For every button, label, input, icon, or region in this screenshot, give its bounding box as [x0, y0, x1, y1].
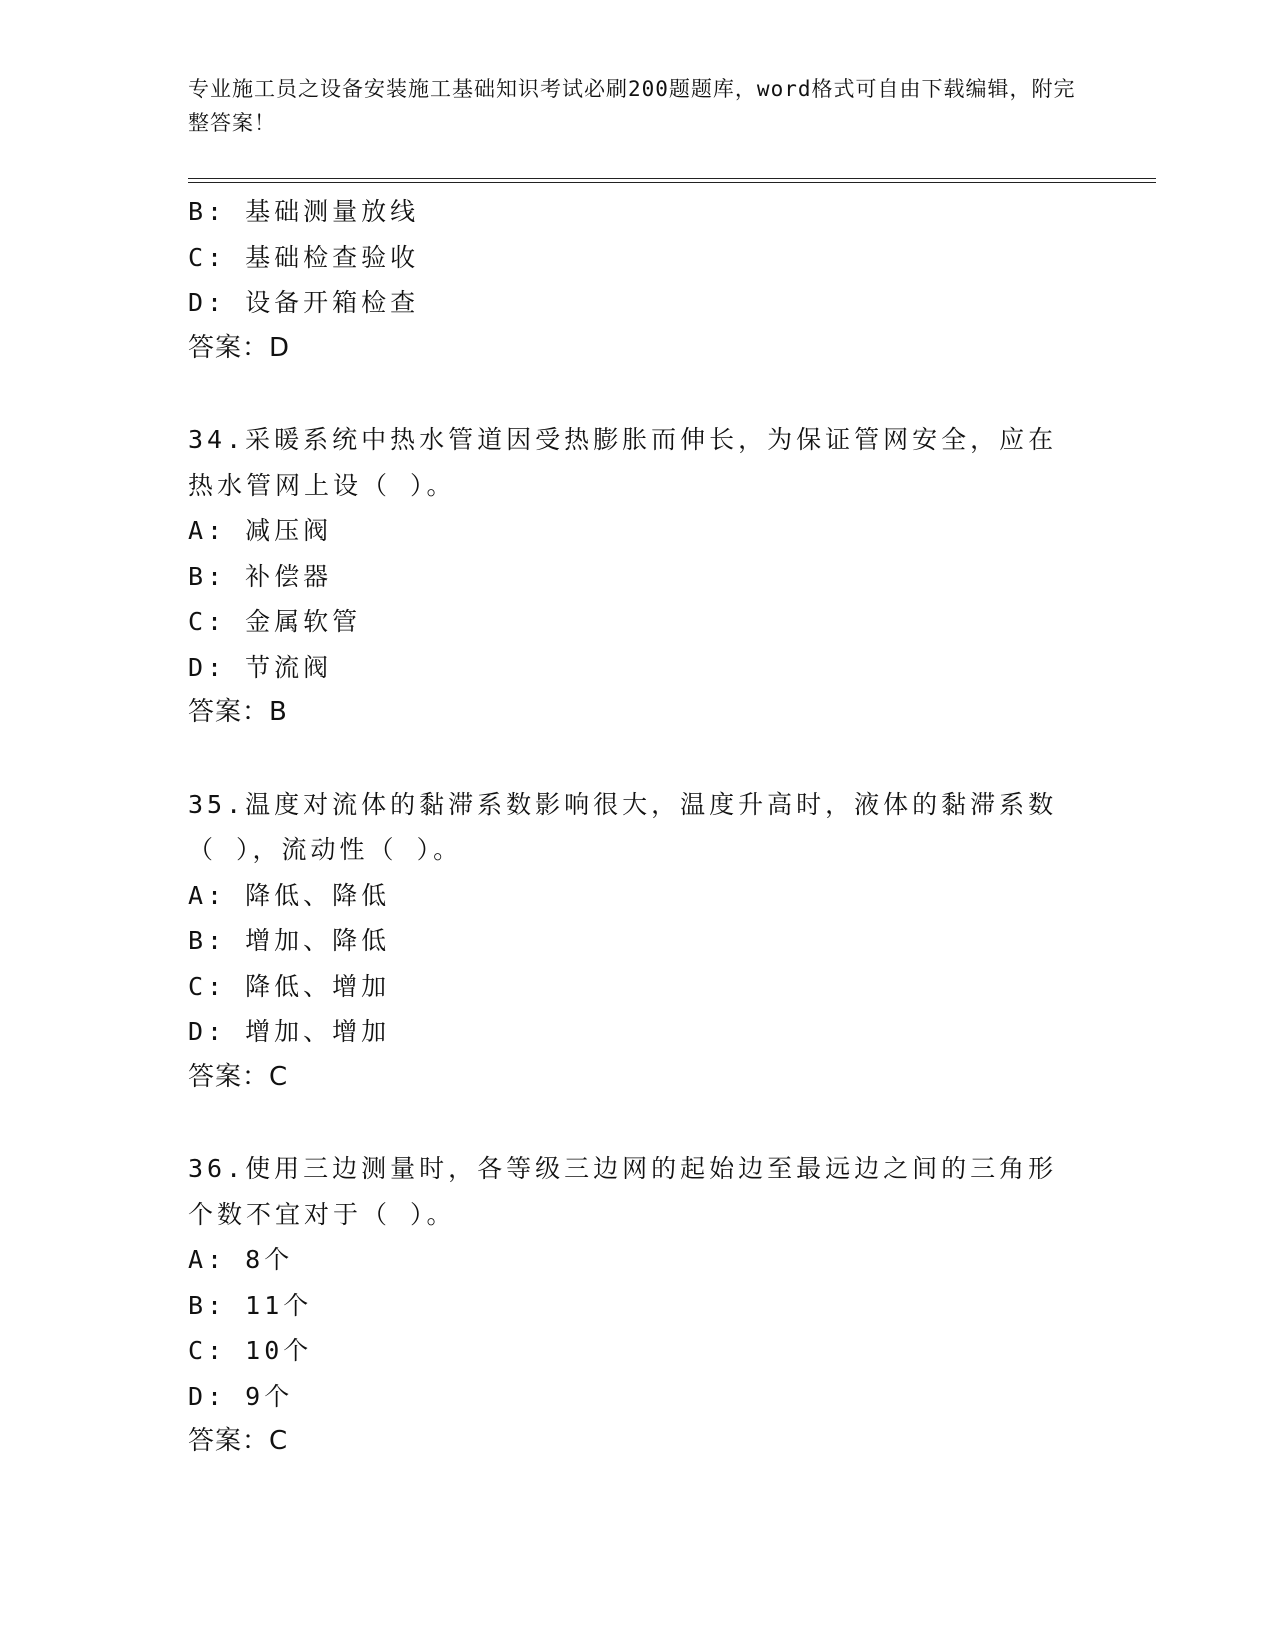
option-a: A: 8个 [188, 1245, 294, 1274]
question-35 [188, 782, 1088, 1101]
answer-label: 答案：C [188, 1426, 289, 1456]
answer-label: 答案：B [188, 697, 288, 727]
option-b: B: 11个 [188, 1290, 313, 1320]
option-d: D: 增加、增加 [188, 1017, 391, 1046]
answer-label: 答案：C [188, 1061, 289, 1092]
question-list [188, 189, 1088, 1465]
option-a: A: 减压阀 [188, 516, 333, 545]
option-b: B: 基础测量放线 [188, 197, 420, 226]
question-36 [188, 1146, 1088, 1465]
option-d: D: 9个 [188, 1381, 294, 1411]
header-divider-top [188, 178, 1156, 179]
option-b: B: 增加、降低 [188, 926, 391, 955]
option-a: A: 降低、降低 [188, 880, 391, 910]
option-c: C: 金属软管 [188, 607, 362, 636]
header-divider-bottom [188, 182, 1156, 183]
option-d: D: 设备开箱检查 [188, 288, 420, 317]
option-d: D: 节流阀 [188, 652, 333, 682]
option-b: B: 补偿器 [188, 561, 333, 591]
answer-label: 答案：D [188, 332, 291, 363]
question-text: 35.温度对流体的黏滞系数影响很大，温度升高时，液体的黏滞系数（ ），流动性（ ）。 [188, 789, 1058, 864]
question-33-tail [188, 189, 1088, 371]
question-text: 34.采暖系统中热水管道因受热膨胀而伸长，为保证管网安全，应在热水管网上设（ ）。 [188, 425, 1058, 500]
option-c: C: 降低、增加 [188, 971, 391, 1001]
question-34 [188, 417, 1088, 736]
option-c: C: 基础检查验收 [188, 242, 420, 272]
document-header: 专业施工员之设备安装施工基础知识考试必刷200题题库，word格式可自由下载编辑，附完整答案！ [188, 77, 1076, 135]
question-text: 36.使用三边测量时，各等级三边网的起始边至最远边之间的三角形个数不宜对于（ ）。 [188, 1154, 1058, 1229]
option-c: C: 10个 [188, 1336, 313, 1365]
